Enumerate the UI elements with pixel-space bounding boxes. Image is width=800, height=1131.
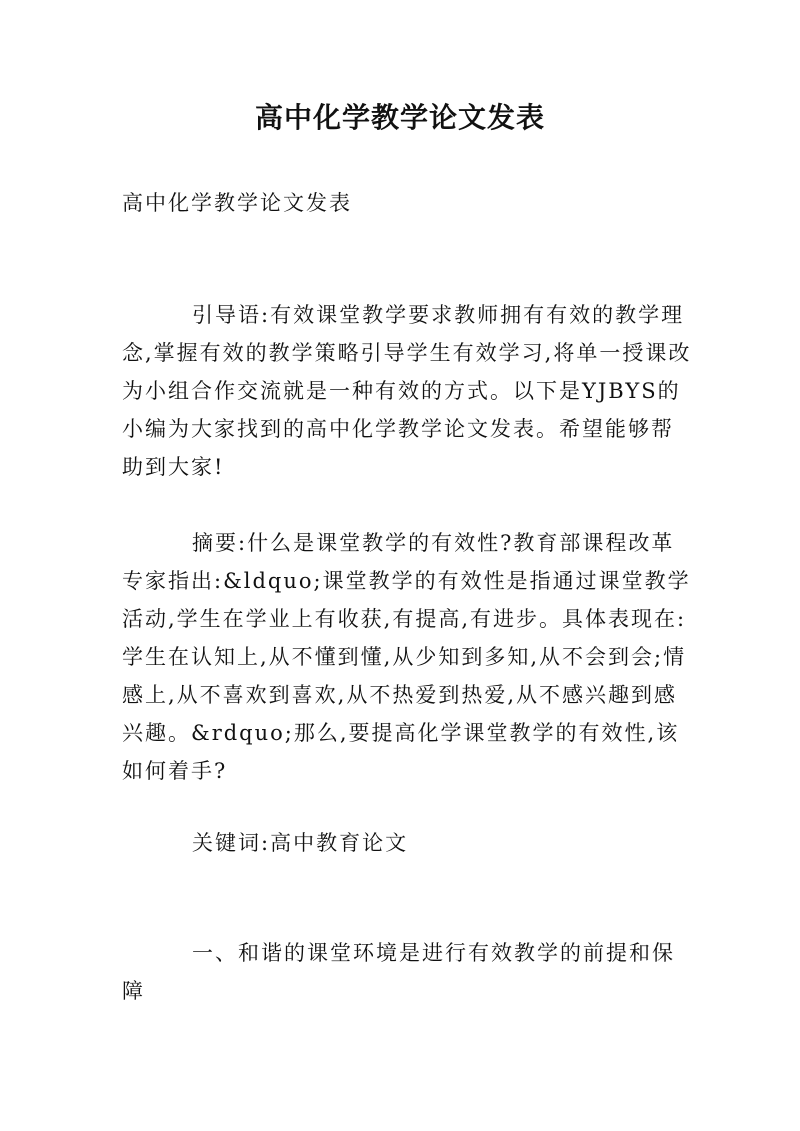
section-heading-1: 一、和谐的课堂环境是进行有效教学的前提和保障 [122,941,675,1003]
document-subtitle: 高中化学教学论文发表 [122,191,352,215]
keywords-line: 关键词:高中教育论文 [192,831,409,855]
intro-paragraph: 引导语:有效课堂教学要求教师拥有有效的教学理念,掌握有效的教学策略引导学生有效学习,将单一授课改为小组合作交流就是一种有效的方式。以下是YJBYS的小编为大家找到的高中化学教学论文发表。希望能够帮助到大家! [122,303,692,479]
abstract-paragraph: 摘要:什么是课堂教学的有效性?教育部课程改革专家指出:&ldquo;课堂教学的有效性是指通过课堂教学活动,学生在学业上有收获,有提高,有进步。具体表现在:学生在认知上,从不懂到懂,从少知到多知,从不会到会;情感上,从不喜欢到喜欢,从不热爱到热爱,从不感兴趣到感兴趣。&rdquo;那么,要提高化学课堂教学的有效性,该如何着手? [122,531,691,783]
document-title: 高中化学教学论文发表 [254,101,545,134]
